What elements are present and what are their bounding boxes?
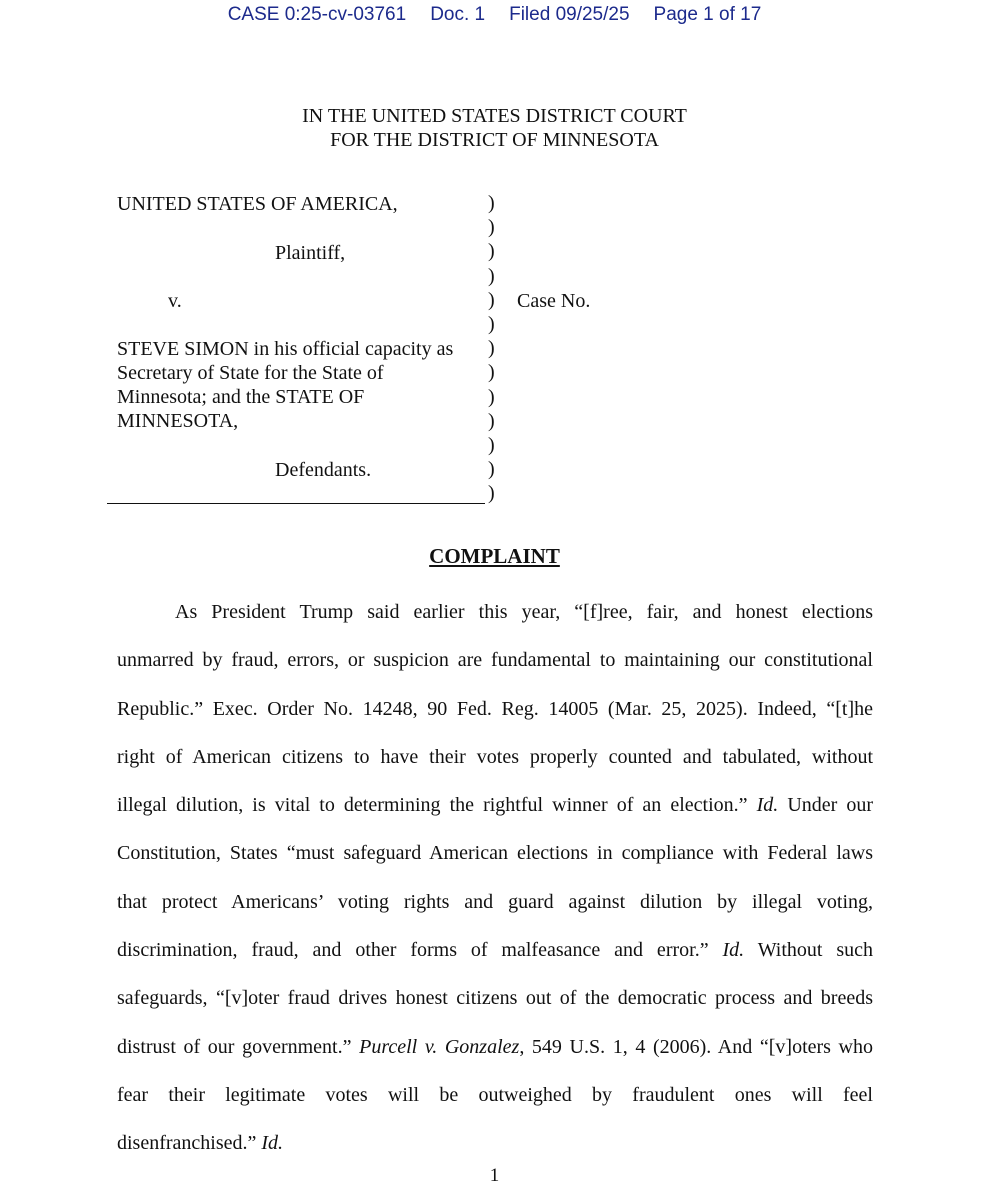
court-heading-line2: FOR THE DISTRICT OF MINNESOTA bbox=[330, 129, 659, 151]
ecf-case-number: CASE 0:25-cv-03761 bbox=[227, 4, 407, 25]
caption-paren: ) bbox=[488, 312, 495, 335]
paragraph-line: fear their legitimate votes will be outweighed by fraudulent ones will feel bbox=[117, 1083, 873, 1106]
caption-paren: ) bbox=[488, 385, 495, 408]
ecf-page-count: Page 1 of 17 bbox=[653, 4, 762, 25]
paragraph-line: that protect Americans’ voting rights and guard against dilution by illegal voting, bbox=[117, 890, 873, 913]
citation-case-name: Purcell v. Gonzalez bbox=[359, 1035, 520, 1058]
ecf-doc-number: Doc. 1 bbox=[430, 4, 486, 25]
defendant-name-line2: Secretary of State for the State of bbox=[117, 362, 384, 384]
paragraph-line: As President Trump said earlier this year, “[f]ree, fair, and honest elections bbox=[175, 601, 873, 623]
paragraph-line: Constitution, States “must safeguard American elections in compliance with Federal laws bbox=[117, 842, 873, 865]
caption-paren: ) bbox=[488, 337, 495, 360]
plaintiff-label: Plaintiff, bbox=[275, 242, 346, 264]
citation-id: Id. bbox=[261, 1132, 284, 1155]
defendant-name-line4: MINNESOTA, bbox=[117, 410, 239, 432]
line-text: distrust of our government.” bbox=[117, 1035, 352, 1058]
plaintiff-name: UNITED STATES OF AMERICA, bbox=[117, 193, 398, 215]
caption-paren: ) bbox=[488, 264, 495, 287]
defendants-label: Defendants. bbox=[275, 459, 372, 481]
caption-paren-column bbox=[488, 191, 495, 505]
complaint-paragraph bbox=[117, 588, 873, 1168]
caption-paren: ) bbox=[488, 409, 495, 432]
paragraph-line bbox=[117, 1119, 873, 1167]
line-text: illegal dilution, is vital to determining the rightful winner of an election.” bbox=[117, 794, 748, 817]
document-title: COMPLAINT bbox=[429, 544, 560, 568]
caption-paren: ) bbox=[488, 216, 495, 239]
versus-label: v. bbox=[168, 290, 182, 312]
line-text: , 549 U.S. 1, 4 (2006). And “[v]oters who bbox=[519, 1035, 874, 1058]
caption-paren: ) bbox=[488, 192, 495, 214]
caption-paren: ) bbox=[488, 482, 495, 505]
paragraph-line: Republic.” Exec. Order No. 14248, 90 Fed. Reg. 14005 (Mar. 25, 2025). Indeed, “[t]he bbox=[117, 697, 873, 720]
caption-paren: ) bbox=[488, 240, 495, 263]
line-text: Under our bbox=[787, 794, 874, 817]
court-heading bbox=[0, 104, 989, 152]
caption-paren: ) bbox=[488, 361, 495, 384]
defendant-name-line1: STEVE SIMON in his official capacity as bbox=[117, 338, 454, 360]
paragraph-line: right of American citizens to have their votes properly counted and tabulated, without bbox=[117, 745, 873, 768]
line-text: Without such bbox=[757, 939, 874, 962]
case-number-label: Case No. bbox=[517, 290, 591, 312]
caption-paren: ) bbox=[488, 458, 495, 481]
line-text: disenfranchised.” bbox=[117, 1132, 257, 1155]
paragraph-line: safeguards, “[v]oter fraud drives honest citizens out of the democratic process and breeds bbox=[117, 987, 873, 1010]
citation-id: Id. bbox=[722, 939, 745, 962]
paragraph-line: unmarred by fraud, errors, or suspicion are fundamental to maintaining our constitutional bbox=[117, 649, 873, 672]
line-text: discrimination, fraud, and other forms of malfeasance and error.” bbox=[117, 939, 709, 962]
ecf-filing-header bbox=[0, 4, 989, 26]
paragraph-line bbox=[117, 926, 873, 974]
caption-paren: ) bbox=[488, 433, 495, 456]
page-number: 1 bbox=[489, 1165, 500, 1186]
paragraph-line bbox=[117, 1023, 873, 1071]
court-heading-line1: IN THE UNITED STATES DISTRICT COURT bbox=[302, 105, 687, 127]
caption-divider bbox=[107, 503, 485, 504]
defendant-name-line3: Minnesota; and the STATE OF bbox=[117, 386, 365, 408]
paragraph-line bbox=[117, 781, 873, 829]
caption-paren: ) bbox=[488, 288, 495, 311]
ecf-filed-date: Filed 09/25/25 bbox=[509, 4, 630, 25]
citation-id: Id. bbox=[756, 794, 779, 817]
